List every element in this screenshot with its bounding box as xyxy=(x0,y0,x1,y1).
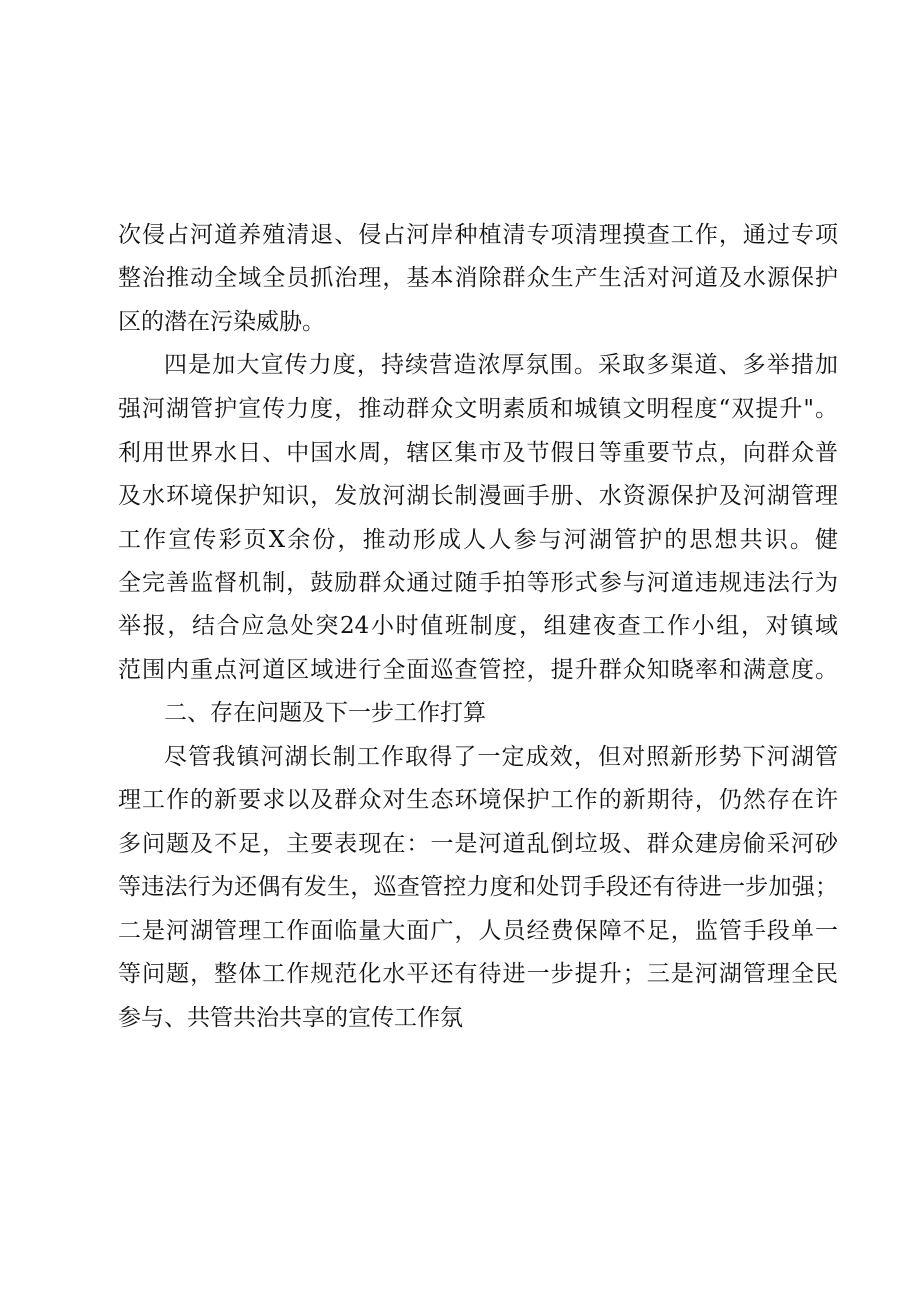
text-line: 举报，结合应急处突24小时值班制度，组建夜查工作小组，对镇域 xyxy=(118,613,838,639)
section-heading: 二、存在问题及下一步工作打算 xyxy=(164,700,486,726)
text-line: 全完善监督机制，鼓励群众通过随手拍等形式参与河道违规违法行为 xyxy=(118,570,838,596)
text-line: 强河湖管护宣传力度，推动群众文明素质和城镇文明程度“双提升"。 xyxy=(118,396,838,422)
text-line: 整治推动全域全员抓治理，基本消除群众生产生活对河道及水源保护 xyxy=(118,265,838,291)
text-line: 等违法行为还偶有发生，巡查管控力度和处罚手段还有待进一步加强； xyxy=(118,874,838,900)
paragraph-first-line: 尽管我镇河湖长制工作取得了一定成效，但对照新形势下河湖管 xyxy=(164,744,838,770)
text-line: 参与、共管共治共享的宣传工作氛 xyxy=(118,1005,463,1031)
text-line: 范围内重点河道区域进行全面巡查管控，提升群众知晓率和满意度。 xyxy=(118,657,838,683)
text-line: 二是河湖管理工作面临量大面广，人员经费保障不足，监管手段单一 xyxy=(118,918,838,944)
text-line: 等问题，整体工作规范化水平还有待进一步提升；三是河湖管理全民 xyxy=(118,961,838,987)
text-line: 利用世界水日、中国水周，辖区集市及节假日等重要节点，向群众普 xyxy=(118,440,838,466)
paragraph-first-line: 四是加大宣传力度，持续营造浓厚氛围。采取多渠道、多举措加 xyxy=(164,352,838,378)
text-line: 多问题及不足，主要表现在：一是河道乱倒垃圾、群众建房偷采河砂 xyxy=(118,831,838,857)
text-line: 理工作的新要求以及群众对生态环境保护工作的新期待，仍然存在许 xyxy=(118,787,838,813)
text-line: 工作宣传彩页X余份，推动形成人人参与河湖管护的思想共识。健 xyxy=(118,527,838,553)
text-line: 及水环境保护知识，发放河湖长制漫画手册、水资源保护及河湖管理 xyxy=(118,483,838,509)
text-line: 区的潜在污染威胁。 xyxy=(118,309,325,335)
text-line: 次侵占河道养殖清退、侵占河岸种植清专项清理摸查工作，通过专项 xyxy=(118,222,838,248)
